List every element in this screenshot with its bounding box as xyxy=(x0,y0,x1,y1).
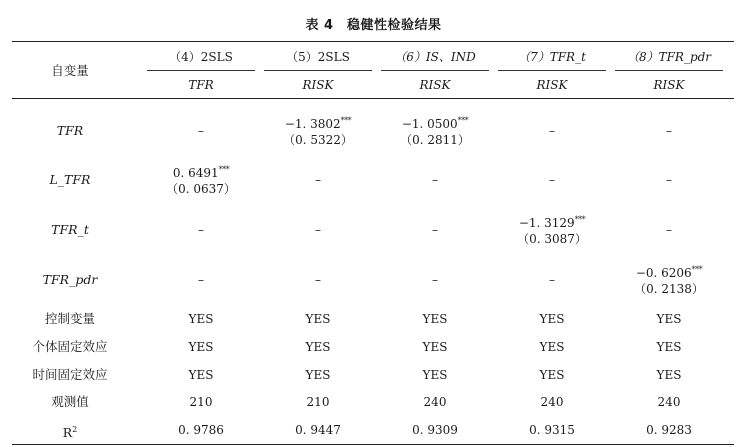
coefficient-number: −1. 0500 xyxy=(401,117,458,131)
standard-error: （0. 5322） xyxy=(283,133,353,147)
control-value: YES xyxy=(305,312,331,326)
empty-cell-dash: – xyxy=(666,124,672,138)
empty-cell-dash: – xyxy=(432,173,438,187)
control-value: YES xyxy=(656,368,682,382)
top-rule xyxy=(12,41,734,42)
coefficient-number: −1. 3129 xyxy=(518,216,575,230)
empty-cell-dash: – xyxy=(432,273,438,287)
column-depvar-label: RISK xyxy=(653,78,685,92)
control-value: YES xyxy=(188,340,214,354)
header-sub-rule xyxy=(615,70,723,71)
control-row-label: 观测值 xyxy=(51,394,89,409)
control-value: 240 xyxy=(657,395,681,409)
r-squared-value: 0. 9447 xyxy=(295,423,341,437)
column-depvar-label: RISK xyxy=(536,78,568,92)
row-label: TFR xyxy=(56,123,84,138)
significance-stars: *** xyxy=(457,116,469,125)
control-value: 240 xyxy=(540,395,564,409)
corner-label: 自变量 xyxy=(51,63,89,78)
header-sub-rule xyxy=(381,70,489,71)
column-model-label: （8）TFR_pdr xyxy=(626,50,712,64)
r-squared-value: 0. 9309 xyxy=(412,423,458,437)
control-value: YES xyxy=(656,312,682,326)
control-value: YES xyxy=(539,312,565,326)
column-model-label: （7）TFR_t xyxy=(518,50,586,64)
row-label: TFR_t xyxy=(51,222,89,237)
significance-stars: *** xyxy=(574,215,586,224)
empty-cell-dash: – xyxy=(315,223,321,237)
coefficient-value xyxy=(263,113,373,132)
control-value: YES xyxy=(539,340,565,354)
empty-cell-dash: – xyxy=(198,273,204,287)
empty-cell-dash: – xyxy=(666,173,672,187)
control-value: 240 xyxy=(423,395,447,409)
coefficient-value xyxy=(146,162,256,181)
column-depvar-label: TFR xyxy=(188,78,214,92)
control-value: YES xyxy=(656,340,682,354)
standard-error: （0. 3087） xyxy=(517,232,587,246)
empty-cell-dash: – xyxy=(549,273,555,287)
empty-cell-dash: – xyxy=(198,124,204,138)
control-value: YES xyxy=(188,312,214,326)
control-row-label: 时间固定效应 xyxy=(32,367,108,382)
coefficient-value xyxy=(497,212,607,231)
control-value: 210 xyxy=(189,395,213,409)
row-label: L_TFR xyxy=(49,172,91,187)
column-model-label: （4）2SLS xyxy=(169,50,233,64)
column-depvar-label: RISK xyxy=(419,78,451,92)
r-squared-value: 0. 9315 xyxy=(529,423,575,437)
column-model-label: （6）IS、IND xyxy=(394,50,476,64)
coefficient-number: 0. 6491 xyxy=(172,166,219,180)
empty-cell-dash: – xyxy=(549,124,555,138)
empty-cell-dash: – xyxy=(315,273,321,287)
control-value: YES xyxy=(539,368,565,382)
header-bottom-rule xyxy=(12,98,734,99)
control-value: YES xyxy=(188,368,214,382)
empty-cell-dash: – xyxy=(549,173,555,187)
column-model-label: （5）2SLS xyxy=(286,50,350,64)
r-squared-exponent: 2 xyxy=(72,425,78,434)
control-value: YES xyxy=(305,368,331,382)
r-squared-value: 0. 9283 xyxy=(646,423,692,437)
header-sub-rule xyxy=(147,70,255,71)
r-squared-letter: R xyxy=(62,425,73,440)
significance-stars: *** xyxy=(691,265,703,274)
standard-error: （0. 0637） xyxy=(166,182,236,196)
empty-cell-dash: – xyxy=(666,223,672,237)
empty-cell-dash: – xyxy=(315,173,321,187)
control-value: YES xyxy=(422,312,448,326)
column-depvar-label: RISK xyxy=(302,78,334,92)
header-sub-rule xyxy=(264,70,372,71)
significance-stars: *** xyxy=(340,116,352,125)
control-value: 210 xyxy=(306,395,330,409)
table-title: 表 4 稳健性检验结果 xyxy=(305,18,442,33)
control-value: YES xyxy=(422,368,448,382)
control-value: YES xyxy=(305,340,331,354)
row-label: TFR_pdr xyxy=(42,272,98,287)
coefficient-value xyxy=(380,113,490,132)
empty-cell-dash: – xyxy=(198,223,204,237)
control-row-label: 个体固定效应 xyxy=(32,339,108,354)
empty-cell-dash: – xyxy=(432,223,438,237)
control-row-label: 控制变量 xyxy=(44,311,95,326)
control-value: YES xyxy=(422,340,448,354)
coefficient-number: −1. 3802 xyxy=(284,117,341,131)
r-squared-value: 0. 9786 xyxy=(178,423,224,437)
coefficient-number: −0. 6206 xyxy=(635,266,692,280)
standard-error: （0. 2138） xyxy=(634,282,704,296)
significance-stars: *** xyxy=(218,165,230,174)
header-sub-rule xyxy=(498,70,606,71)
bottom-rule xyxy=(12,444,734,445)
r-squared-label xyxy=(0,422,140,441)
coefficient-value xyxy=(614,262,724,281)
standard-error: （0. 2811） xyxy=(400,133,470,147)
